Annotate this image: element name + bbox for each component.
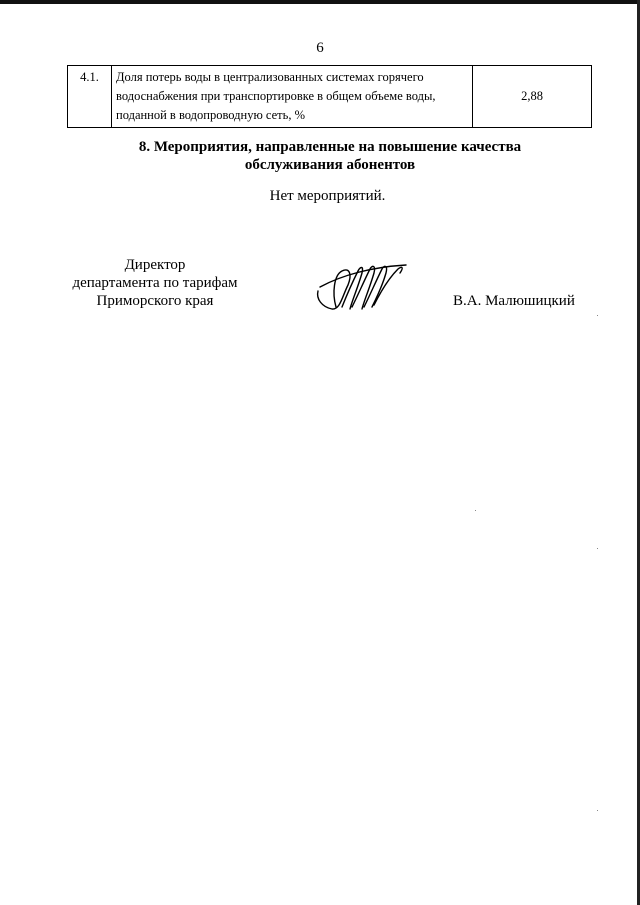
description-line: поданной в водопроводную сеть, %	[116, 108, 306, 122]
section-body: Нет мероприятий.	[269, 188, 386, 204]
row-description	[112, 66, 473, 128]
signer-title-line: Приморского края	[96, 293, 214, 309]
scan-speck	[475, 510, 476, 511]
signer-title-line: Директор	[124, 257, 186, 273]
scan-speck	[597, 315, 598, 316]
indicators-table	[67, 65, 592, 128]
scan-speck	[597, 810, 598, 811]
description-line: водоснабжения при транспортировке в общем объеме воды,	[116, 89, 436, 103]
handwritten-signature	[312, 257, 412, 317]
section-heading	[0, 138, 640, 174]
page-number: 6	[316, 40, 324, 56]
description-line: Доля потерь воды в централизованных системах горячего	[116, 70, 424, 84]
section-heading-line: 8. Мероприятия, направленные на повышение качества	[138, 139, 522, 155]
scan-edge-top	[0, 0, 640, 4]
signer-title-line: департамента по тарифам	[72, 275, 238, 291]
table-row	[68, 66, 592, 128]
signer-name: В.А. Малюшицкий	[453, 293, 575, 309]
row-number: 4.1.	[68, 66, 112, 128]
scan-speck	[597, 548, 598, 549]
section-heading-line: обслуживания абонентов	[244, 157, 416, 173]
row-value: 2,88	[473, 66, 592, 128]
signer-title	[55, 256, 255, 310]
